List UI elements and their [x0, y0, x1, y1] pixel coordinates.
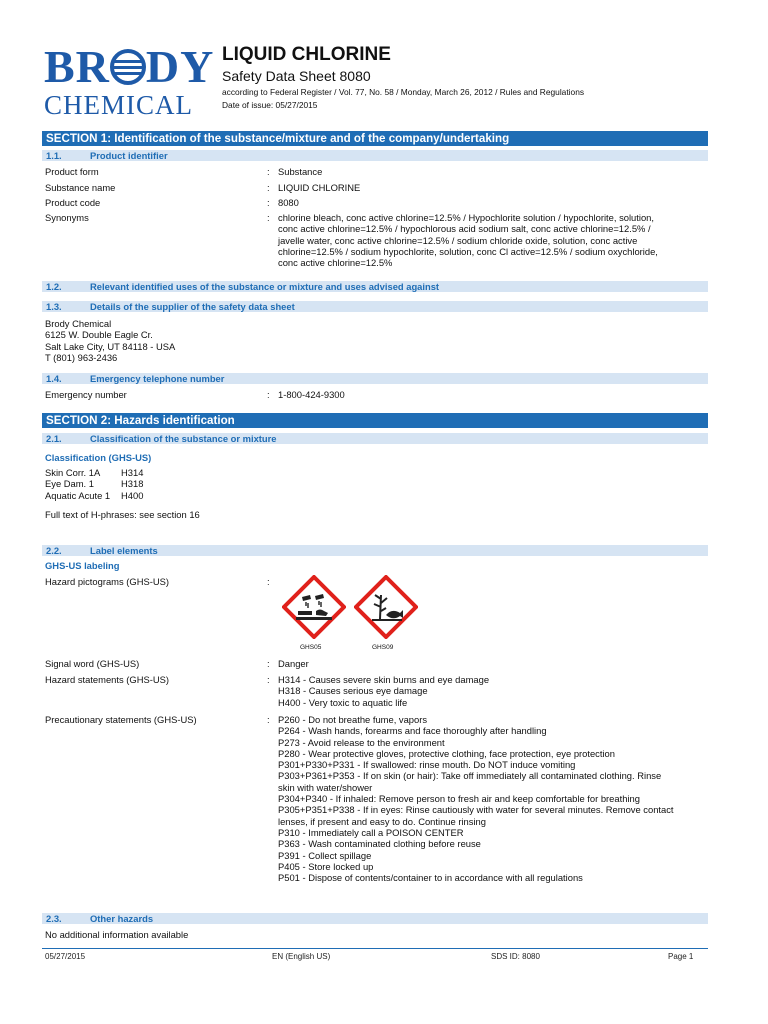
class-name: Eye Dam. 1	[45, 478, 94, 490]
subsection-number: 2.3.	[46, 913, 62, 924]
synonyms-line: chlorine bleach, conc active chlorine=12.5% / Hypochlorite solution / hypochlorite, solution,	[278, 212, 654, 223]
subsection-number: 1.1.	[46, 150, 62, 161]
signal-word-value: Danger	[278, 658, 309, 669]
footer-sds-id: SDS ID: 8080	[491, 952, 540, 961]
subsection-title: Other hazards	[90, 913, 154, 924]
precaution-line: P501 - Dispose of contents/container to in accordance with all regulations	[278, 872, 583, 884]
class-code: H318	[121, 478, 144, 490]
corrosion-pictogram-icon	[282, 575, 346, 639]
subsection-1-3	[42, 301, 708, 312]
hazard-statements-label: Hazard statements (GHS-US)	[45, 674, 169, 685]
pictogram-caption: GHS05	[300, 644, 322, 651]
hazard-line: H318 - Causes serious eye damage	[278, 685, 428, 697]
environment-pictogram-icon	[354, 575, 418, 639]
colon: :	[267, 658, 270, 669]
subsection-2-2	[42, 545, 708, 556]
emergency-value: 1-800-424-9300	[278, 389, 345, 400]
class-name: Skin Corr. 1A	[45, 467, 101, 478]
product-form-label: Product form	[45, 166, 99, 177]
precaution-line: P273 - Avoid release to the environment	[278, 736, 445, 748]
colon: :	[267, 182, 270, 193]
classification-row	[45, 490, 143, 501]
subsection-1-2	[42, 281, 708, 292]
colon: :	[267, 674, 270, 685]
section-1-heading: SECTION 1: Identification of the substance/mixture and of the company/undertaking	[42, 131, 708, 146]
subsection-title: Emergency telephone number	[90, 373, 225, 384]
hazard-line: H400 - Very toxic to aquatic life	[278, 696, 408, 708]
class-code: H314	[121, 467, 144, 478]
precaution-line: P303+P361+P353 - If on skin (or hair): Take off immediately all contaminated clothing. Rinse	[278, 770, 662, 782]
hazard-line: H314 - Causes severe skin burns and eye damage	[278, 674, 490, 685]
classification-heading: Classification (GHS-US)	[45, 452, 152, 463]
precaution-line: P305+P351+P338 - If in eyes: Rinse cautiously with water for several minutes. Remove contact	[278, 804, 674, 816]
product-form-value: Substance	[278, 166, 323, 177]
logo-text-dy: DY	[145, 41, 215, 92]
supplier-line: Brody Chemical	[45, 318, 112, 329]
pictogram-caption: GHS09	[372, 644, 394, 651]
pictograms-label: Hazard pictograms (GHS-US)	[45, 576, 169, 587]
footer-language: EN (English US)	[272, 952, 331, 961]
precaution-line: lenses, if present and easy to do. Continue rinsing	[278, 815, 486, 827]
document-title: LIQUID CHLORINE	[222, 44, 391, 65]
logo-globe-icon	[110, 49, 146, 85]
classification-row	[45, 467, 143, 478]
synonyms-line: javelle water, conc active chlorine=12.5% / sodium chloride oxide, solution, conc active	[278, 234, 638, 246]
colon: :	[267, 212, 270, 223]
document-subtitle: Safety Data Sheet 8080	[222, 68, 371, 84]
footer-date: 05/27/2015	[45, 952, 86, 961]
class-code: H400	[121, 489, 144, 501]
issue-date: Date of issue: 05/27/2015	[222, 100, 318, 110]
colon: :	[267, 166, 270, 177]
subsection-number: 1.3.	[46, 301, 62, 312]
precaution-line: P304+P340 - If inhaled: Remove person to fresh air and keep comfortable for breathing	[278, 793, 640, 805]
subsection-title: Relevant identified uses of the substance or mixture and uses advised against	[90, 281, 440, 292]
precaution-line: skin with water/shower	[278, 781, 373, 793]
section-2-heading: SECTION 2: Hazards identification	[42, 413, 708, 428]
emergency-label: Emergency number	[45, 389, 127, 400]
register-note: according to Federal Register / Vol. 77, No. 58 / Monday, March 26, 2012 / Rules and Regulations	[222, 87, 585, 97]
class-name: Aquatic Acute 1	[45, 489, 111, 501]
colon: :	[267, 714, 270, 725]
supplier-line: 6125 W. Double Eagle Cr.	[45, 329, 153, 341]
colon: :	[267, 197, 270, 208]
subsection-title: Details of the supplier of the safety data sheet	[90, 301, 295, 312]
precaution-line: P310 - Immediately call a POISON CENTER	[278, 826, 464, 838]
subsection-2-3	[42, 913, 708, 924]
supplier-line: Salt Lake City, UT 84118 - USA	[45, 340, 176, 352]
product-code-value: 8080	[278, 197, 299, 208]
synonyms-line: conc active chlorine=12.5%	[278, 257, 393, 269]
synonyms-line: conc active chlorine=12.5% / hypochlorous acid sodium salt, conc active chlorine=12.5% /	[278, 223, 651, 235]
precaution-line: P301+P330+P331 - If swallowed: rinse mouth. Do NOT induce vomiting	[278, 759, 576, 771]
full-text-note: Full text of H-phrases: see section 16	[45, 509, 200, 520]
substance-name-value: LIQUID CHLORINE	[278, 182, 361, 193]
logo-text-br: BR	[44, 41, 110, 92]
precaution-line: P391 - Collect spillage	[278, 849, 372, 861]
classification-row	[45, 478, 143, 489]
other-hazards-text: No additional information available	[45, 929, 189, 940]
precaution-line: P405 - Store locked up	[278, 860, 374, 872]
precautionary-label: Precautionary statements (GHS-US)	[45, 714, 197, 725]
subsection-title: Product identifier	[90, 150, 168, 161]
subsection-title: Label elements	[90, 545, 158, 556]
precaution-line: P264 - Wash hands, forearms and face thoroughly after handling	[278, 725, 547, 737]
synonyms-label: Synonyms	[45, 212, 89, 223]
subsection-number: 1.2.	[46, 281, 62, 292]
footer-divider	[42, 948, 708, 949]
substance-name-label: Substance name	[45, 182, 116, 193]
precaution-line: P280 - Wear protective gloves, protective clothing, face protection, eye protection	[278, 747, 615, 759]
precaution-line: P363 - Wash contaminated clothing before reuse	[278, 838, 481, 850]
subsection-number: 2.1.	[46, 433, 62, 444]
subsection-title: Classification of the substance or mixture	[90, 433, 277, 444]
signal-word-label: Signal word (GHS-US)	[45, 658, 140, 669]
subsection-1-1	[42, 150, 708, 161]
footer-page: Page 1	[668, 952, 694, 961]
logo-chemical: CHEMICAL	[44, 90, 193, 120]
synonyms-line: chlorine=12.5% / sodium hypochlorite, solution, conc Cl active=12.5% / sodium oxychloride,	[278, 245, 658, 257]
colon: :	[267, 389, 270, 400]
synonyms-value	[278, 212, 698, 268]
brody-logo	[44, 41, 215, 92]
subsection-number: 2.2.	[46, 545, 62, 556]
subsection-1-4	[42, 373, 708, 384]
ghs-labeling-heading: GHS-US labeling	[45, 560, 120, 571]
classification-list	[45, 467, 143, 501]
supplier-line: T (801) 963-2436	[45, 351, 118, 363]
subsection-number: 1.4.	[46, 373, 62, 384]
subsection-2-1	[42, 433, 708, 444]
hazard-statements-value	[278, 674, 698, 708]
product-code-label: Product code	[45, 197, 101, 208]
precautionary-value	[278, 714, 698, 883]
precaution-line: P260 - Do not breathe fume, vapors	[278, 714, 428, 725]
colon: :	[267, 576, 270, 587]
supplier-address	[45, 318, 175, 363]
